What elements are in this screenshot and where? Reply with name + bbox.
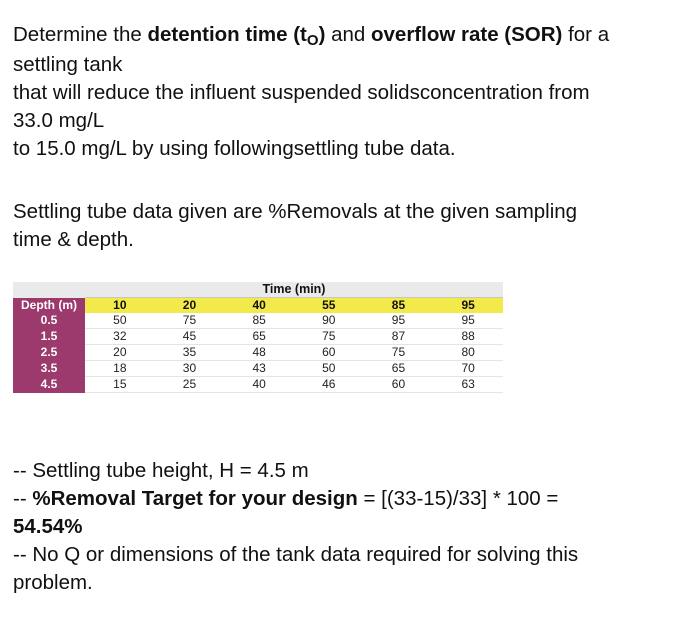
removal-value-cell: 65	[364, 361, 434, 377]
removal-value-cell: 60	[364, 377, 434, 393]
problem-statement	[13, 21, 693, 163]
removal-value-cell: 48	[224, 345, 294, 361]
removal-value-cell: 18	[85, 361, 155, 377]
corner-cell	[13, 282, 85, 298]
removal-value-cell: 40	[224, 377, 294, 393]
removal-value-cell: 43	[224, 361, 294, 377]
design-notes	[13, 457, 693, 597]
removal-value-cell: 75	[155, 313, 225, 329]
removal-value-cell: 63	[433, 377, 503, 393]
subscript-o: O	[306, 32, 319, 49]
note-dash: --	[13, 487, 33, 510]
table-row	[13, 361, 503, 377]
time-header-row	[13, 282, 503, 298]
removal-value-cell: 50	[294, 361, 364, 377]
problem-line-5: to 15.0 mg/L by using followingsettling tube data.	[13, 137, 456, 160]
time-column-header: 20	[155, 298, 225, 314]
removal-value-cell: 80	[433, 345, 503, 361]
problem-text-end: for a	[562, 23, 610, 46]
removal-value-cell: 45	[155, 329, 225, 345]
time-column-header: 95	[433, 298, 503, 314]
removal-value-cell: 20	[85, 345, 155, 361]
time-header: Time (min)	[85, 282, 503, 298]
removal-value-cell: 75	[294, 329, 364, 345]
removal-value-cell: 85	[224, 313, 294, 329]
removal-value-cell: 65	[224, 329, 294, 345]
removal-value-cell: 95	[433, 313, 503, 329]
removal-target-value: 54.54%	[13, 515, 83, 538]
table-row	[13, 313, 503, 329]
time-column-header: 55	[294, 298, 364, 314]
removal-value-cell: 25	[155, 377, 225, 393]
table-row	[13, 377, 503, 393]
column-header-row	[13, 298, 503, 314]
depth-cell: 0.5	[13, 313, 85, 329]
depth-cell: 2.5	[13, 345, 85, 361]
note-tube-height: -- Settling tube height, H = 4.5 m	[13, 459, 309, 482]
removal-value-cell: 15	[85, 377, 155, 393]
problem-line-3: that will reduce the influent suspended solidsconcentration from	[13, 81, 590, 104]
removal-value-cell: 30	[155, 361, 225, 377]
problem-line-2: settling tank	[13, 53, 123, 76]
settling-data-grid	[13, 282, 503, 393]
depth-cell: 1.5	[13, 329, 85, 345]
depth-cell: 3.5	[13, 361, 85, 377]
note-removal-target	[13, 485, 693, 513]
time-column-header: 40	[224, 298, 294, 314]
removal-value-cell: 35	[155, 345, 225, 361]
table-row	[13, 329, 503, 345]
problem-line-1	[13, 21, 693, 51]
conjunction-text: and	[325, 23, 371, 46]
detention-time-text: detention time (t	[147, 23, 307, 46]
removal-value-cell: 95	[364, 313, 434, 329]
time-column-header: 85	[364, 298, 434, 314]
removal-value-cell: 90	[294, 313, 364, 329]
problem-text: Determine the	[13, 23, 148, 46]
removal-value-cell: 88	[433, 329, 503, 345]
removal-target-term: %Removal Target for your design	[32, 487, 358, 510]
removal-formula: = [(33-15)/33] * 100 =	[357, 487, 559, 510]
detention-time-term	[147, 23, 326, 49]
removal-value-cell: 32	[85, 329, 155, 345]
note-removal-value	[13, 513, 693, 541]
note-no-q-line-2: problem.	[13, 571, 93, 594]
problem-line-4: 33.0 mg/L	[13, 109, 105, 132]
time-column-header: 10	[85, 298, 155, 314]
removal-value-cell: 70	[433, 361, 503, 377]
detention-time-close: )	[318, 23, 326, 46]
overflow-rate-term: overflow rate (SOR)	[371, 23, 563, 46]
removal-value-cell: 75	[364, 345, 434, 361]
settling-tube-table	[13, 282, 503, 402]
removal-value-cell: 50	[85, 313, 155, 329]
depth-header: Depth (m)	[13, 298, 85, 314]
intro-line-1: Settling tube data given are %Removals at the given sampling	[13, 200, 578, 223]
removal-value-cell: 87	[364, 329, 434, 345]
note-no-q-line-1: -- No Q or dimensions of the tank data required for solving this	[13, 543, 579, 566]
table-row	[13, 345, 503, 361]
intro-line-2: time & depth.	[13, 228, 134, 251]
removal-value-cell: 46	[294, 377, 364, 393]
removal-value-cell: 60	[294, 345, 364, 361]
data-intro	[13, 198, 693, 254]
depth-cell: 4.5	[13, 377, 85, 393]
